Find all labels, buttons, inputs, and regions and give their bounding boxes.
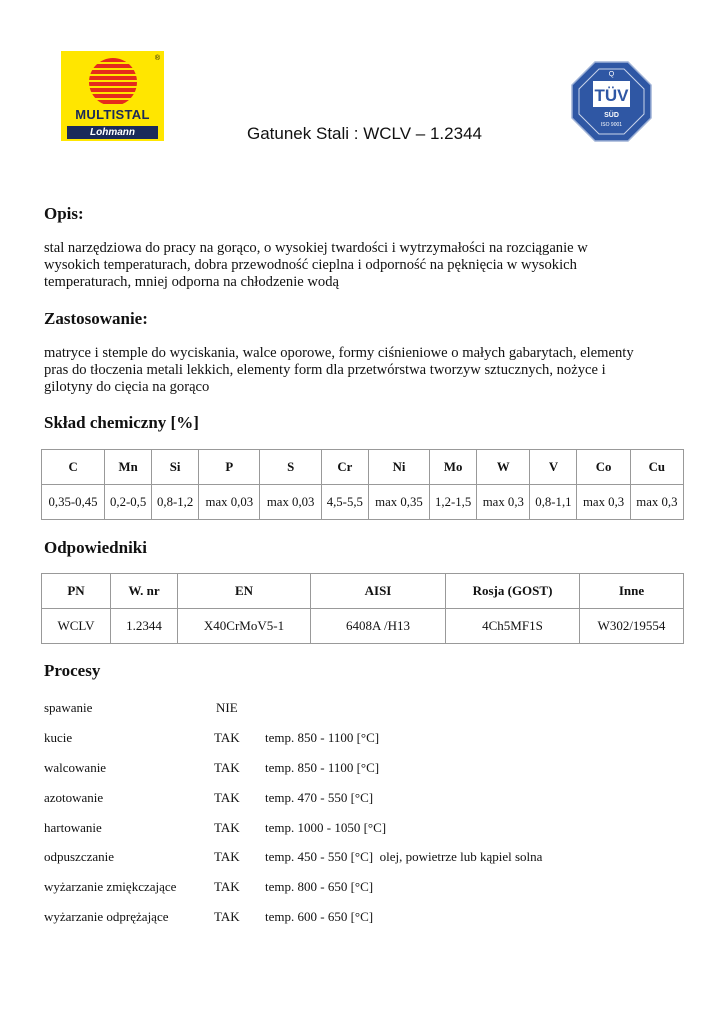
opis-line: stal narzędziowa do pracy na gorąco, o wysokiej twardości i wytrzymałości na rozciąganie w [44,240,588,256]
odpowiedniki-heading: Odpowiedniki [44,538,147,557]
table-header-cell: W. nr [111,574,178,609]
table-header-cell: P [199,450,260,485]
process-name: kucie [44,730,73,745]
page-title: Gatunek Stali : WCLV – 1.2344 [247,124,482,143]
process-name: azotowanie [44,790,104,805]
table-header-row [42,574,684,609]
table-cell: 0,8-1,1 [530,485,577,520]
table-header-cell: AISI [311,574,446,609]
multistal-logo [61,51,164,141]
table-header-cell: C [42,450,105,485]
equivalents-table [41,573,684,644]
process-temp: temp. 450 - 550 [°C] olej, powietrze lub kąpiel solna [265,849,543,864]
table-header-cell: Cu [630,450,683,485]
table-cell: 6408A /H13 [311,609,446,644]
table-cell: 1.2344 [111,609,178,644]
table-cell: max 0,3 [577,485,630,520]
table-header-cell: Mn [105,450,152,485]
process-name: wyżarzanie odprężające [44,909,169,924]
registered-mark: ® [154,55,160,62]
process-temp: temp. 600 - 650 [°C] [265,909,374,924]
table-cell: max 0,3 [477,485,530,520]
zastosowanie-line: gilotyny do cięcia na gorąco [44,379,210,395]
sun-icon [89,58,137,106]
process-flag: TAK [214,730,240,745]
table-cell: max 0,03 [260,485,321,520]
logo-sub-text: Lohmann [67,126,158,139]
process-name: spawanie [44,700,93,715]
table-cell: W302/19554 [580,609,684,644]
opis-line: temperaturach, mniej odporna na chłodzenie wodą [44,274,339,290]
table-row [42,485,684,520]
tuv-top: Q [608,71,615,78]
chemical-composition-table [41,449,684,520]
table-header-cell: Mo [430,450,477,485]
tuv-main: TÜV [594,86,629,105]
logo-brand-text: MULTISTAL [75,107,150,122]
process-flag: NIE [216,700,238,715]
table-header-cell: S [260,450,321,485]
tuv-certificate-icon [571,61,652,142]
zastosowanie-text [44,345,684,396]
process-temp: temp. 470 - 550 [°C] [265,790,374,805]
table-header-cell: Cr [321,450,368,485]
table-header-cell: W [477,450,530,485]
table-header-cell: V [530,450,577,485]
sklad-heading: Skład chemiczny [%] [44,413,199,432]
table-cell: 1,2-1,5 [430,485,477,520]
process-temp: temp. 1000 - 1050 [°C] [265,820,387,835]
table-cell: 4Ch5MF1S [446,609,580,644]
process-name: walcowanie [44,760,107,775]
table-cell: max 0,35 [368,485,429,520]
tuv-iso: ISO 9001 [600,122,623,128]
table-header-row [42,450,684,485]
table-header-cell: PN [42,574,111,609]
table-header-cell: Inne [580,574,684,609]
process-flag: TAK [214,879,240,894]
table-header-cell: Si [152,450,199,485]
process-temp: temp. 800 - 650 [°C] [265,879,374,894]
process-flag: TAK [214,820,240,835]
opis-heading: Opis: [44,204,84,223]
process-temp: temp. 850 - 1100 [°C] [265,730,380,745]
process-flag: TAK [214,849,240,864]
opis-text [44,240,684,291]
process-name: odpuszczanie [44,849,115,864]
zastosowanie-line: matryce i stemple do wyciskania, walce oporowe, formy ciśnieniowe o małych gabarytach, elementy [44,345,634,361]
table-header-cell: EN [178,574,311,609]
process-flag: TAK [214,760,240,775]
table-row [42,609,684,644]
table-cell: 4,5-5,5 [321,485,368,520]
opis-line: wysokich temperaturach, dobra przewodność cieplna i odporność na pęknięcia w wysokich [44,257,577,273]
process-name: hartowanie [44,820,102,835]
process-name: wyżarzanie zmiękczające [44,879,177,894]
table-cell: max 0,3 [630,485,683,520]
table-header-cell: Rosja (GOST) [446,574,580,609]
zastosowanie-line: pras do tłoczenia metali lekkich, elementy form dla przetwórstwa tworzyw sztucznych, nożyce i [44,362,606,378]
tuv-sub: SÜD [604,112,619,119]
zastosowanie-heading: Zastosowanie: [44,309,148,328]
table-cell: WCLV [42,609,111,644]
procesy-heading: Procesy [44,661,101,680]
table-cell: X40CrMoV5-1 [178,609,311,644]
table-cell: 0,8-1,2 [152,485,199,520]
table-cell: 0,35-0,45 [42,485,105,520]
process-flag: TAK [214,790,240,805]
table-header-cell: Ni [368,450,429,485]
process-flag: TAK [214,909,240,924]
table-cell: max 0,03 [199,485,260,520]
table-cell: 0,2-0,5 [105,485,152,520]
table-header-cell: Co [577,450,630,485]
process-temp: temp. 850 - 1100 [°C] [265,760,380,775]
